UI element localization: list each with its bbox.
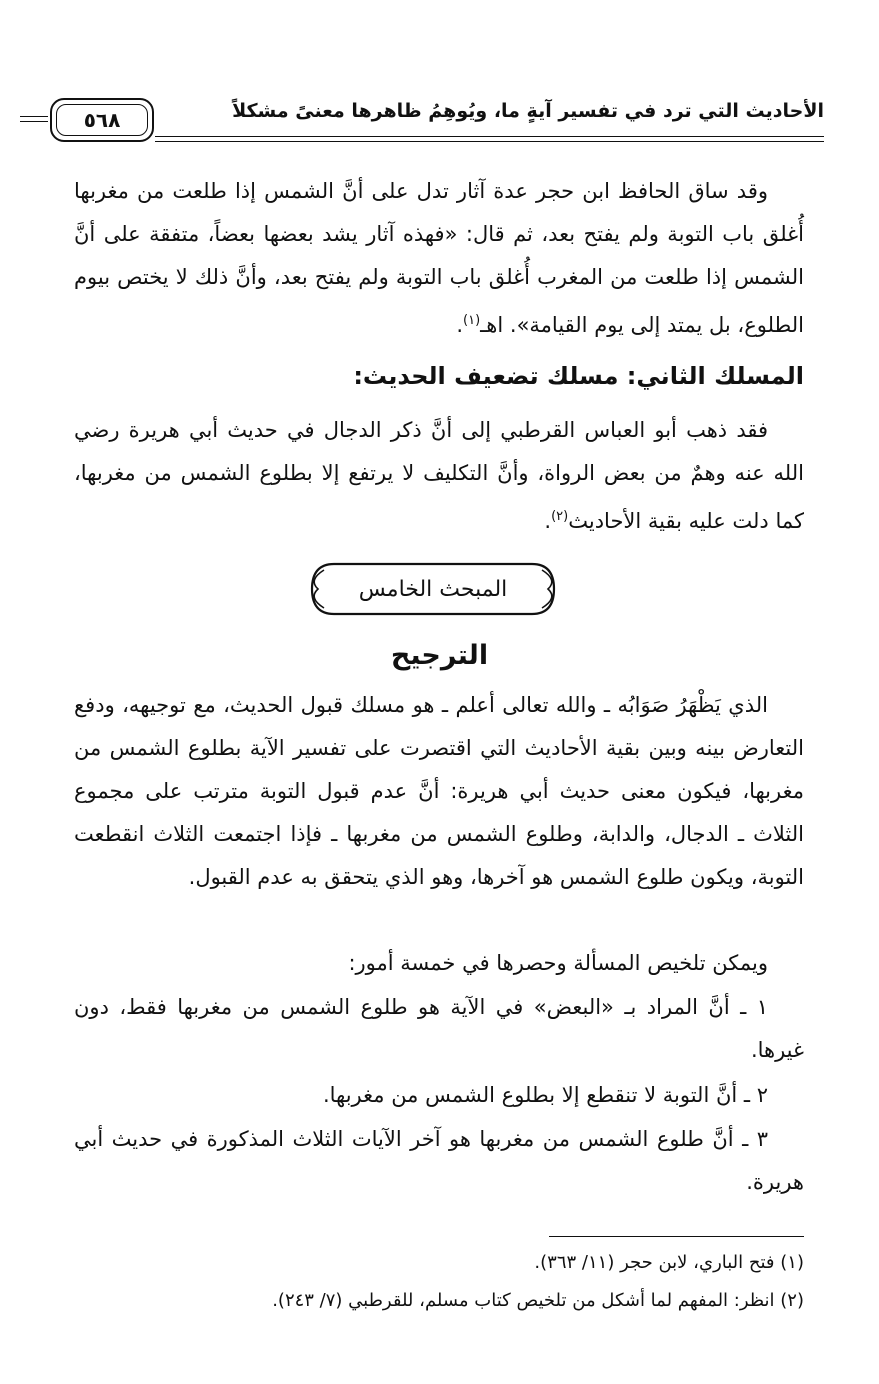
- paragraph-summary-intro: ويمكن تلخيص المسألة وحصرها في خمسة أمور:: [348, 951, 768, 975]
- header-rule: [20, 116, 48, 117]
- page-header: [30, 98, 824, 148]
- paragraph-text: وقد ساق الحافظ ابن حجر عدة آثار تدل على أنَّ الشمس إذا طلعت من مغربها أُغلق باب التوبة ولم يفتح بعد، ثم قال: «فهذه آثار يشد بعضها بعضاً، متفقة على أنَّ الشمس إذا طلعت من المغرب أُغلق باب التوبة ولم يفتح بعد، وأنَّ ذلك لا يختص بيوم الطلوع، بل يمتد إلى يوم القيامة». اهـ: [74, 179, 804, 337]
- header-rule: [20, 121, 48, 122]
- paragraph-end: .: [544, 509, 552, 533]
- footnote-ref: (١): [463, 313, 481, 328]
- paragraph-quote: [74, 170, 804, 347]
- section-title: الترجيح: [390, 640, 489, 671]
- paragraph-tarjih: الذي يَظْهَرُ صَوَابُه ـ والله تعالى أعلم ـ هو مسلك قبول الحديث، مع توجيهه، ودفع التعارض بينه وبين بقية الأحاديث التي اقتصرت على تفسير الآية بطلوع الشمس من مغربها، فيكون معنى حديث أبي هريرة: أنَّ عدم قبول التوبة مترتب على مجموع الثلاث ـ الدجال، والدابة، وطلوع الشمس من مغربها ـ فإذا اجتمعت الثلاث انقطعت التوبة، ويكون طلوع الشمس هو آخرها، وهو الذي يتحقق به عدم القبول.: [74, 693, 804, 889]
- section-heading: المسلك الثاني: مسلك تضعيف الحديث:: [353, 362, 804, 390]
- paragraph-end: .: [456, 313, 464, 337]
- header-rule: [155, 141, 824, 142]
- paragraph-qurtubi: [74, 409, 804, 543]
- section-label-frame: [304, 558, 562, 620]
- paragraph-text: فقد ذهب أبو العباس القرطبي إلى أنَّ ذكر الدجال في حديث أبي هريرة رضي الله عنه وهمٌ من بعض الرواة، وأنَّ التكليف لا يرتفع إلا بطلوع الشمس من مغربها، كما دلت عليه بقية الأحاديث: [74, 418, 804, 533]
- list-item: ٣ ـ أنَّ طلوع الشمس من مغربها هو آخر الآيات الثلاث المذكورة في حديث أبي هريرة.: [74, 1127, 804, 1194]
- section-label: المبحث الخامس: [358, 576, 508, 602]
- page-number: ٥٦٨: [56, 104, 148, 136]
- footnote-separator: [549, 1236, 804, 1237]
- running-title: الأحاديث التي ترد في تفسير آيةٍ ما، ويُوهِمُ ظاهرها معنىً مشكلاً: [232, 100, 824, 122]
- header-rule: [155, 136, 824, 137]
- footnote: (٢) انظر: المفهم لما أشكل من تلخيص كتاب مسلم، للقرطبي (٧/ ٢٤٣).: [272, 1290, 804, 1311]
- page-number-frame: [50, 98, 154, 142]
- list-item: ٢ ـ أنَّ التوبة لا تنقطع إلا بطلوع الشمس من مغربها.: [322, 1083, 768, 1107]
- footnote-ref: (٢): [551, 509, 569, 524]
- list-item: ١ ـ أنَّ المراد بـ «البعض» في الآية هو طلوع الشمس من مغربها فقط، دون غيرها.: [74, 995, 804, 1062]
- footnote: (١) فتح الباري، لابن حجر (١١/ ٣٦٣).: [534, 1252, 804, 1273]
